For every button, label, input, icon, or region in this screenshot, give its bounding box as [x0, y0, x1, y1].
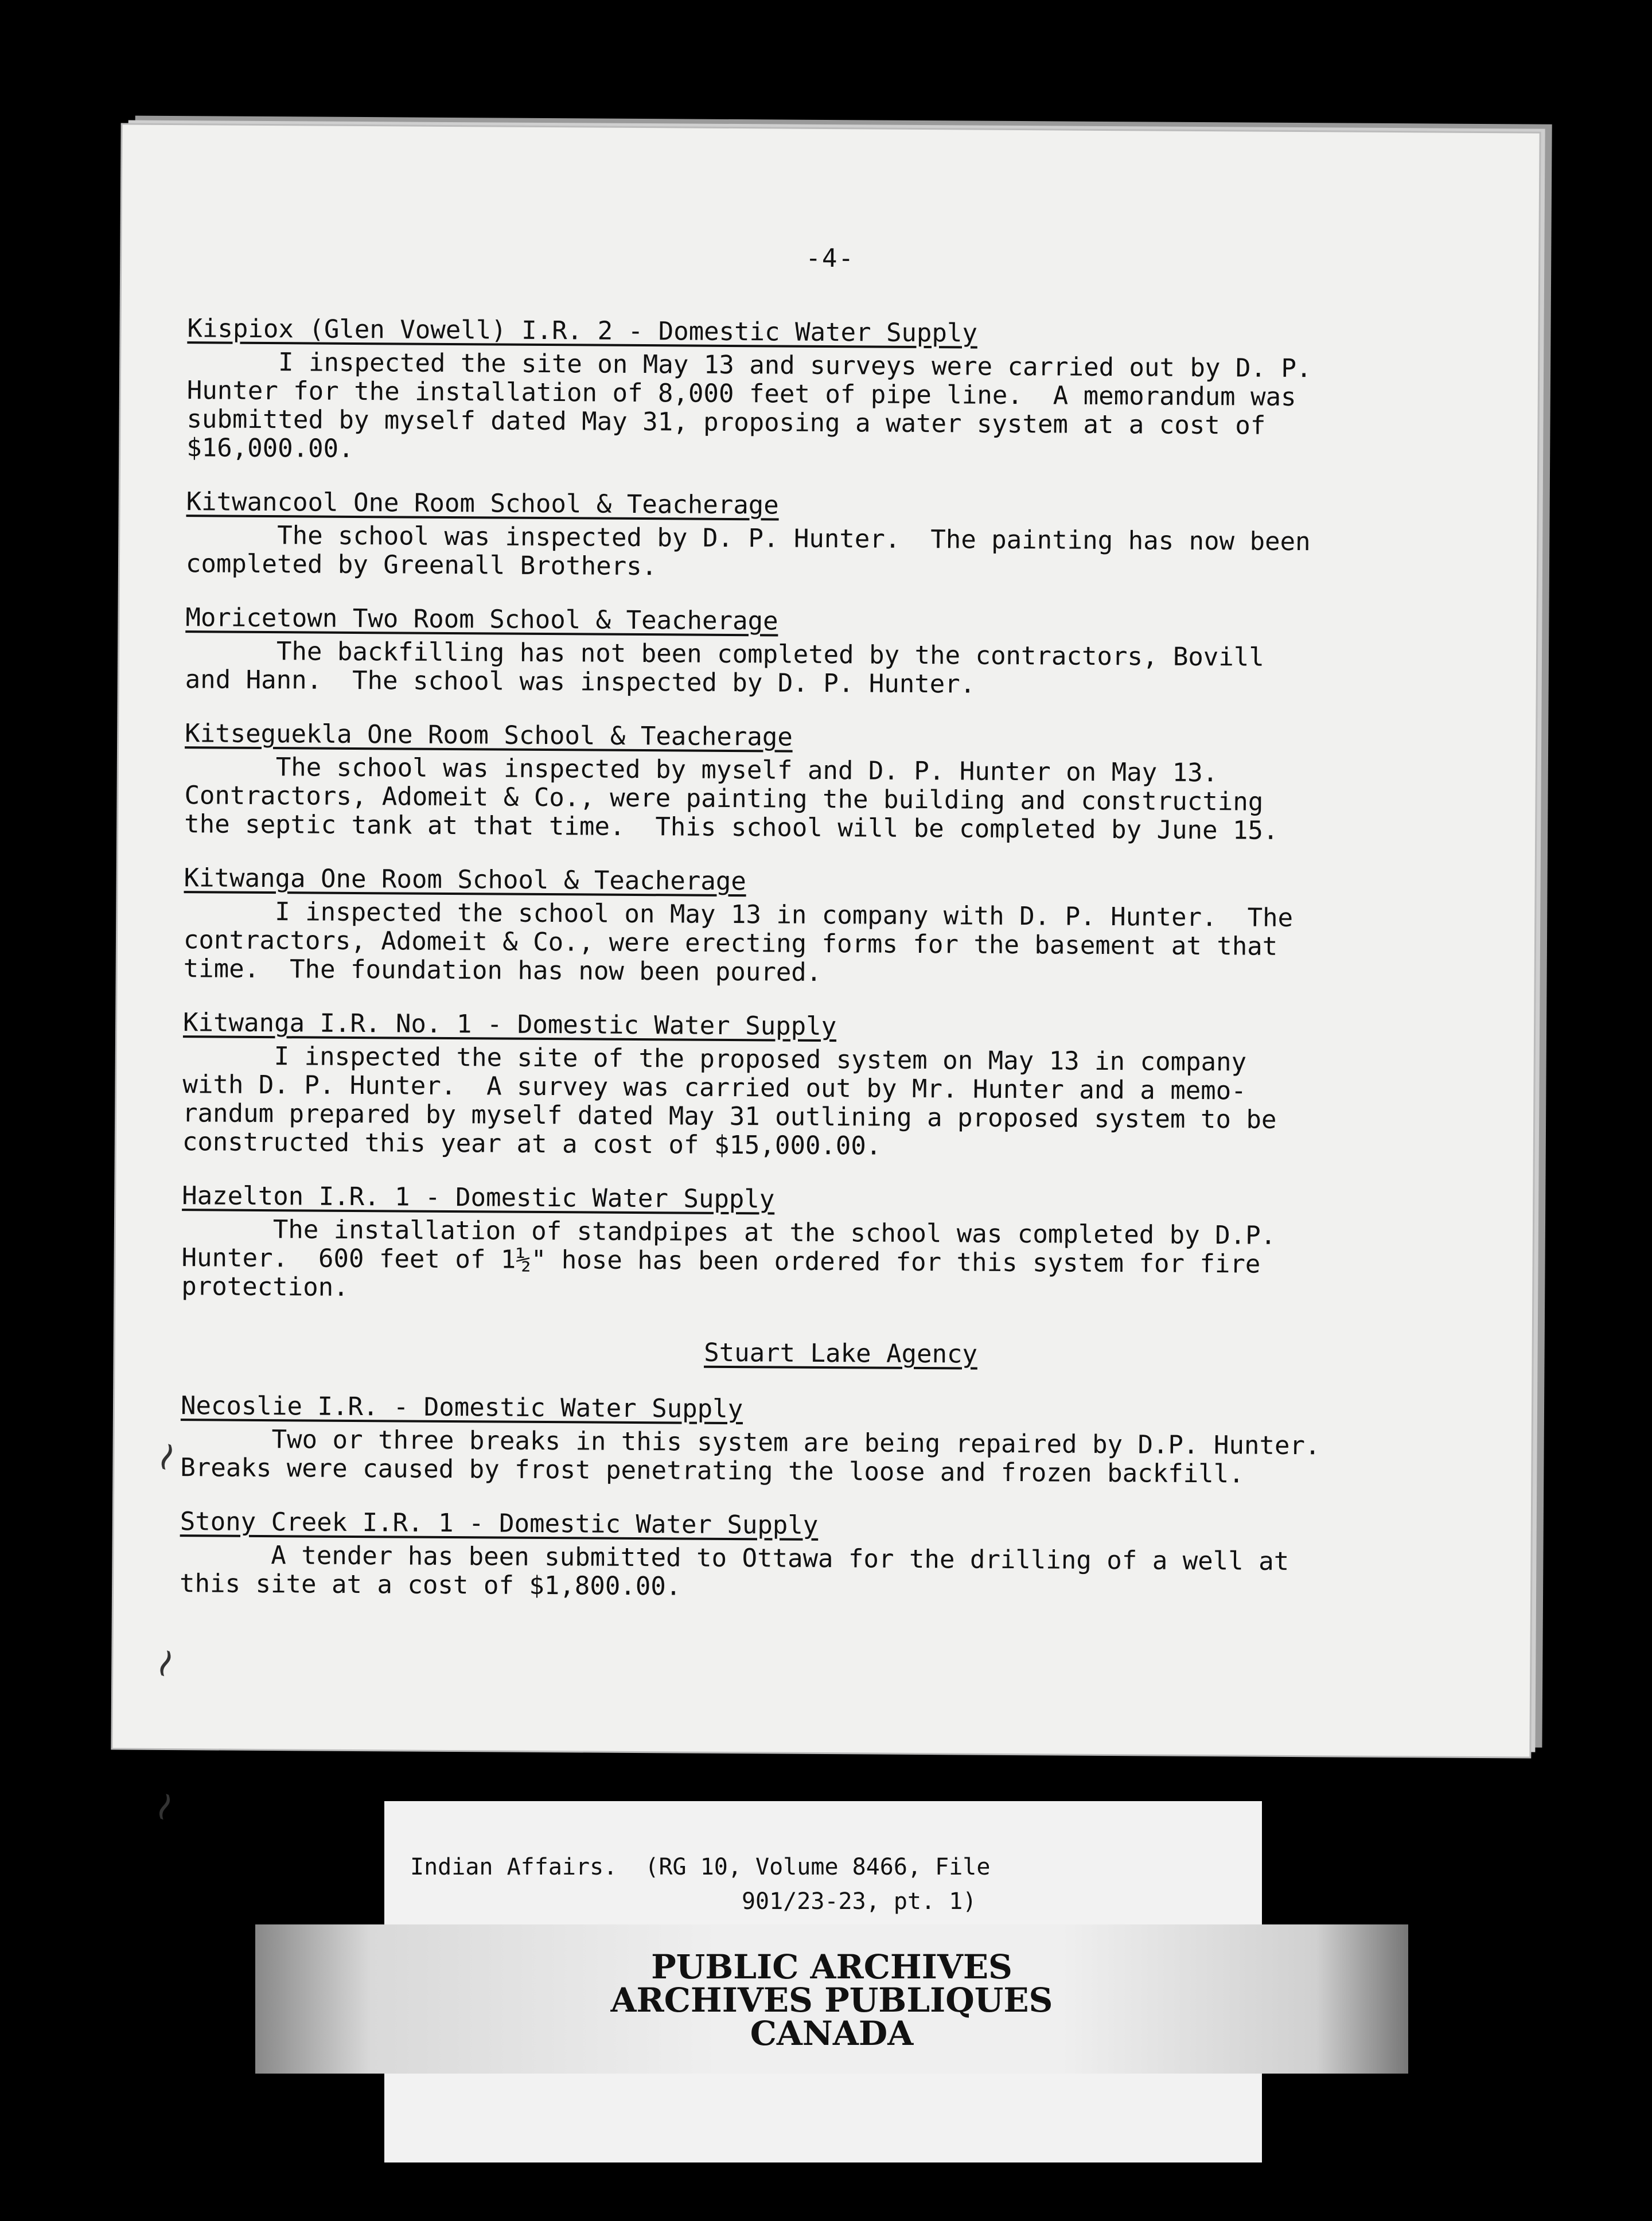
archive-reference-line: 901/23-23, pt. 1) — [410, 1888, 977, 1915]
section-line: $16,000.00. — [186, 433, 354, 463]
memo-body — [180, 314, 1507, 1631]
section-line: I inspected the school on May 13 in company with D. P. Hunter. The — [184, 897, 1293, 933]
section-line: with D. P. Hunter. A survey was carried out by Mr. Hunter and a memo- — [182, 1070, 1246, 1106]
section-line: Breaks were caused by frost penetrating the loose and frozen backfill. — [180, 1453, 1244, 1489]
section-line: constructed this year at a cost of $15,000.00. — [182, 1127, 882, 1161]
section-line: protection. — [181, 1272, 349, 1302]
section-line: Two or three breaks in this system are being repaired by D.P. Hunter. — [180, 1424, 1320, 1461]
section-line: Contractors, Adomeit & Co., were painting the building and constructing — [184, 781, 1264, 817]
section-heading: Kitseguekla One Room School & Teacherage — [185, 719, 793, 752]
section-line: I inspected the site on May 13 and surveys were carried out by D. P. — [186, 347, 1312, 384]
page-number: -4- — [805, 243, 855, 274]
document-page — [112, 124, 1539, 1830]
margin-annotation: ~ — [138, 1432, 194, 1480]
section-heading: Kitwancool One Room School & Teacherage — [186, 487, 779, 520]
section-line: and Hann. The school was inspected by D. P. Hunter. — [185, 665, 976, 699]
section-kitwanga-water — [182, 1008, 1503, 1164]
section-line: submitted by myself dated May 31, proposing a water system at a cost of — [186, 404, 1266, 441]
section-line: randum prepared by myself dated May 31 outlining a proposed system to be — [182, 1098, 1277, 1135]
archive-reference-line: Indian Affairs. (RG 10, Volume 8466, File — [410, 1854, 991, 1880]
section-heading: Necoslie I.R. - Domestic Water Supply — [180, 1391, 743, 1424]
section-line: contractors, Adomeit & Co., were erecting forms for the basement at that — [183, 925, 1278, 961]
section-line: the septic tank at that time. This school will be completed by June 15. — [184, 809, 1279, 845]
section-line: The school was inspected by D. P. Hunter. The painting has now been — [186, 520, 1311, 557]
section-moricetown — [185, 603, 1505, 702]
section-kitwanga-school — [184, 864, 1503, 991]
section-heading: Hazelton I.R. 1 - Domestic Water Supply — [182, 1181, 775, 1214]
stamp-line: CANADA — [750, 2014, 914, 2053]
section-heading: Kispiox (Glen Vowell) I.R. 2 - Domestic Water Supply — [187, 314, 978, 348]
section-necoslie — [180, 1392, 1500, 1490]
section-heading: Kitwanga I.R. No. 1 - Domestic Water Supply — [182, 1008, 837, 1042]
section-heading: Stony Creek I.R. 1 - Domestic Water Supply — [180, 1507, 819, 1540]
section-heading: Moricetown Two Room School & Teacherage — [185, 603, 778, 636]
section-line: I inspected the site of the proposed system on May 13 in company — [182, 1041, 1247, 1077]
section-hazelton — [181, 1182, 1501, 1309]
agency-heading-wrap — [181, 1335, 1500, 1377]
section-kispiox — [186, 314, 1507, 470]
section-line: Hunter for the installation of 8,000 feet of pipe line. A memorandum was — [186, 376, 1296, 412]
section-line: The installation of standpipes at the school was completed by D.P. — [181, 1214, 1276, 1250]
agency-heading: Stuart Lake Agency — [704, 1338, 978, 1369]
section-line: The backfilling has not been completed by the contractors, Bovill — [185, 636, 1265, 672]
section-heading: Kitwanga One Room School & Teacherage — [184, 863, 746, 897]
stamp-line: PUBLIC ARCHIVES — [651, 1947, 1012, 1986]
section-kitseguekla — [184, 719, 1504, 847]
section-line: A tender has been submitted to Ottawa for the drilling of a well at — [180, 1540, 1289, 1576]
margin-annotation: ~ — [136, 1639, 193, 1687]
section-line: this site at a cost of $1,800.00. — [179, 1569, 681, 1602]
margin-annotation: ~ — [135, 1782, 192, 1830]
stamp-line: ARCHIVES PUBLIQUES — [610, 1981, 1053, 2020]
section-line: completed by Greenall Brothers. — [185, 549, 657, 582]
section-kitwancool — [186, 488, 1506, 586]
section-line: The school was inspected by myself and D. P. Hunter on May 13. — [184, 752, 1218, 788]
section-line: time. The foundation has now been poured. — [183, 954, 822, 987]
section-stony-creek — [180, 1507, 1499, 1606]
archives-stamp — [255, 1924, 1408, 2074]
section-line: Hunter. 600 feet of 1½" hose has been ordered for this system for fire — [181, 1243, 1261, 1279]
